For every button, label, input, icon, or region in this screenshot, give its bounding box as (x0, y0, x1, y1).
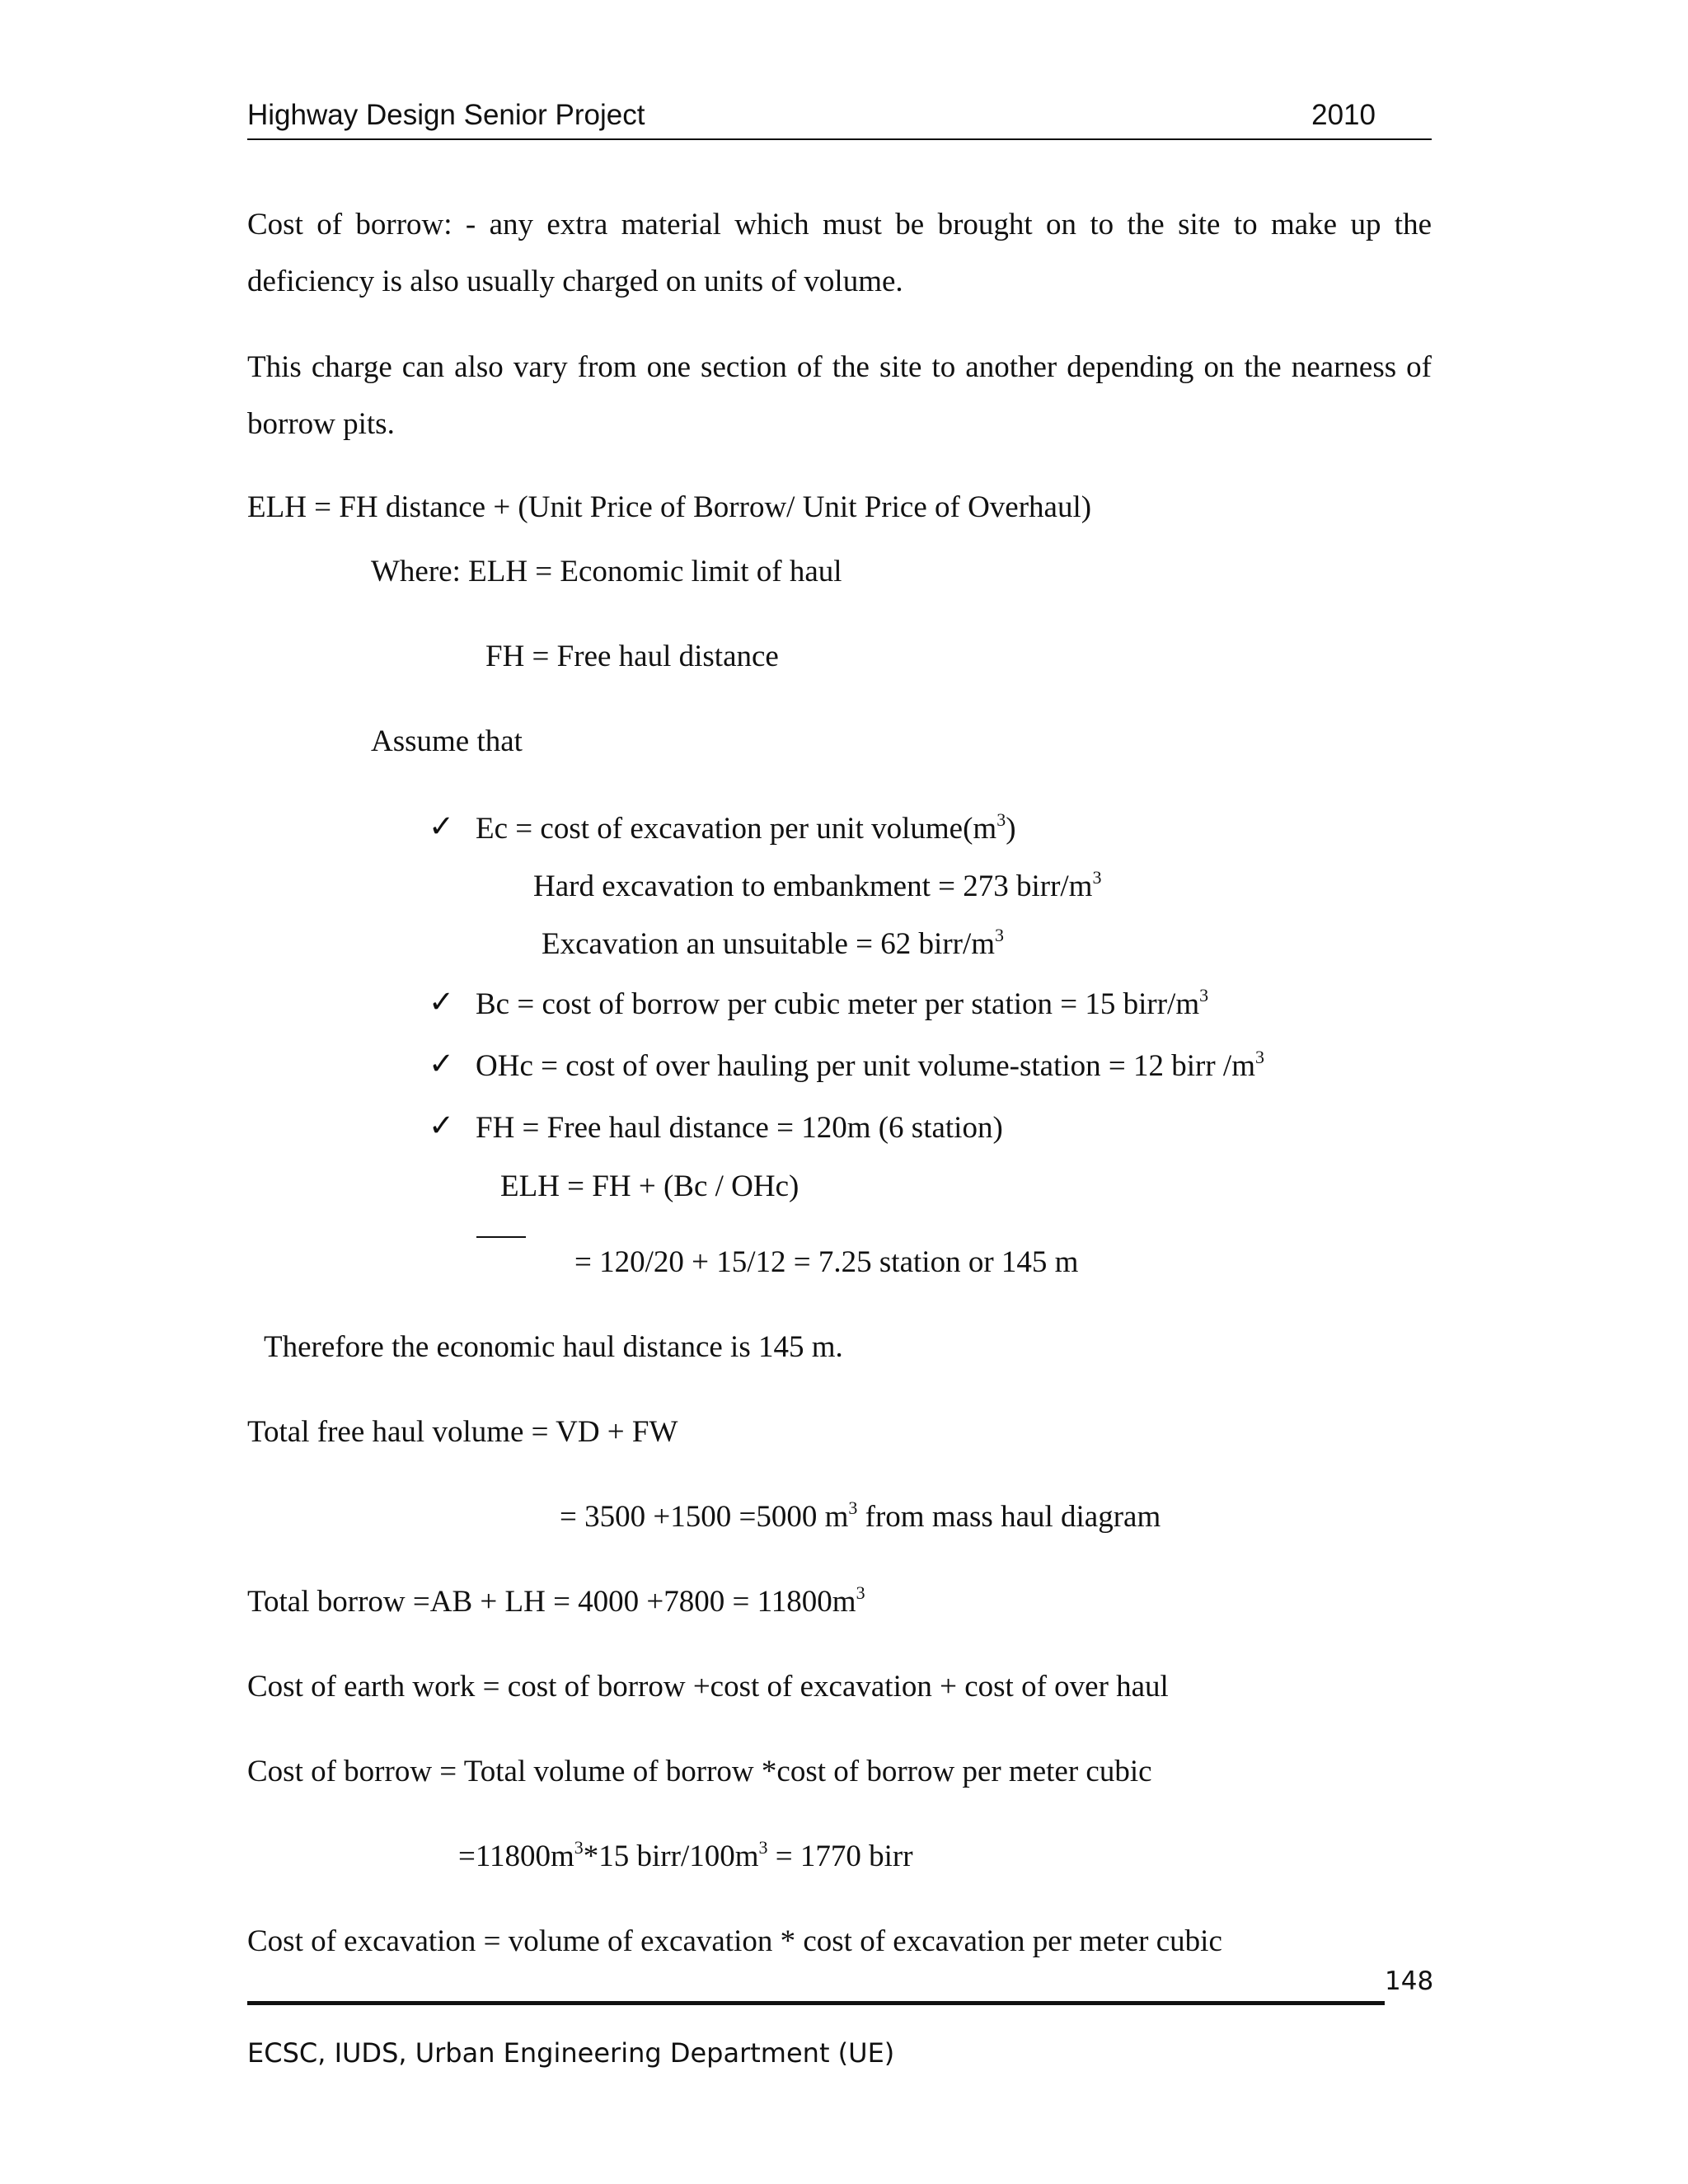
elh-formula: ELH = FH + (Bc / OHc) (500, 1169, 799, 1203)
checkmark-icon: ✓ (429, 810, 455, 844)
fh-value: FH = Free haul distance = 120m (6 station) (476, 1111, 1003, 1145)
economic-haul-conclusion: Therefore the economic haul distance is 145 m. (264, 1330, 843, 1364)
header-title: Highway Design Senior Project (247, 99, 645, 131)
cost-of-excavation-formula: Cost of excavation = volume of excavation * cost of excavation per meter cubic (247, 1924, 1222, 1958)
cost-of-borrow-calculation: $=11800m^3*15$ birr/$100m^3 = 1770$ birr (458, 1836, 913, 1873)
cost-of-earth-work: Cost of earth work = cost of borrow +cost of excavation + cost of over haul (247, 1670, 1169, 1704)
cost-of-borrow-formula: Cost of borrow = Total volume of borrow *cost of borrow per meter cubic (247, 1755, 1152, 1788)
unsuitable-excavation-cost: Excavation an unsuitable = 62 birr/$m^3$ (542, 924, 1005, 961)
hard-excavation-cost: Hard excavation to embankment = 273 birr/$m^3$ (533, 866, 1102, 903)
paragraph-cost-of-borrow: Cost of borrow: - any extra material which must be brought on to the site to make up the deficiency is also usually charged on units of volume. (247, 208, 1432, 298)
where-elh-definition: Where: ELH = Economic limit of haul (371, 555, 842, 588)
formula-divider (476, 1236, 526, 1238)
footer-department: ECSC, IUDS, Urban Engineering Department (UE) (247, 2037, 895, 2069)
total-borrow: Total borrow =AB + LH = $4000 +7800 = 11800m^3$ (247, 1582, 865, 1619)
elh-calculation: = 120/20 + 15/12 = 7.25 station or 145 m (574, 1245, 1079, 1279)
free-haul-volume: Total free haul volume = VD + FW (247, 1415, 678, 1449)
page-number: 148 (1385, 1966, 1434, 1996)
assume-heading: Assume that (371, 724, 523, 758)
checkmark-icon: ✓ (429, 1047, 455, 1081)
ohc-definition: OHc = cost of over hauling per unit volume-station = 12 birr $/m^3$ (476, 1046, 1264, 1083)
checkmark-icon: ✓ (429, 986, 455, 1019)
free-haul-calculation: = 3500 +1500 =5000 $m^3$ from mass haul diagram (560, 1497, 1161, 1534)
bc-definition: Bc = cost of borrow per cubic meter per station = 15 birr/$m^3$ (476, 984, 1209, 1021)
formula-elh-main: ELH = FH distance + (Unit Price of Borrow/ Unit Price of Overhaul) (247, 490, 1092, 524)
checkmark-icon: ✓ (429, 1109, 455, 1143)
header-year: 2010 (1311, 99, 1376, 131)
page-header (247, 96, 1432, 140)
ec-definition: Ec = cost of excavation per unit $volume(m^3)$ (476, 808, 1016, 846)
fh-definition: FH = Free haul distance (485, 640, 779, 673)
footer-rule (247, 2001, 1385, 2005)
paragraph-charge-variation: This charge can also vary from one section of the site to another depending on the nearness of borrow pits. (247, 350, 1432, 441)
